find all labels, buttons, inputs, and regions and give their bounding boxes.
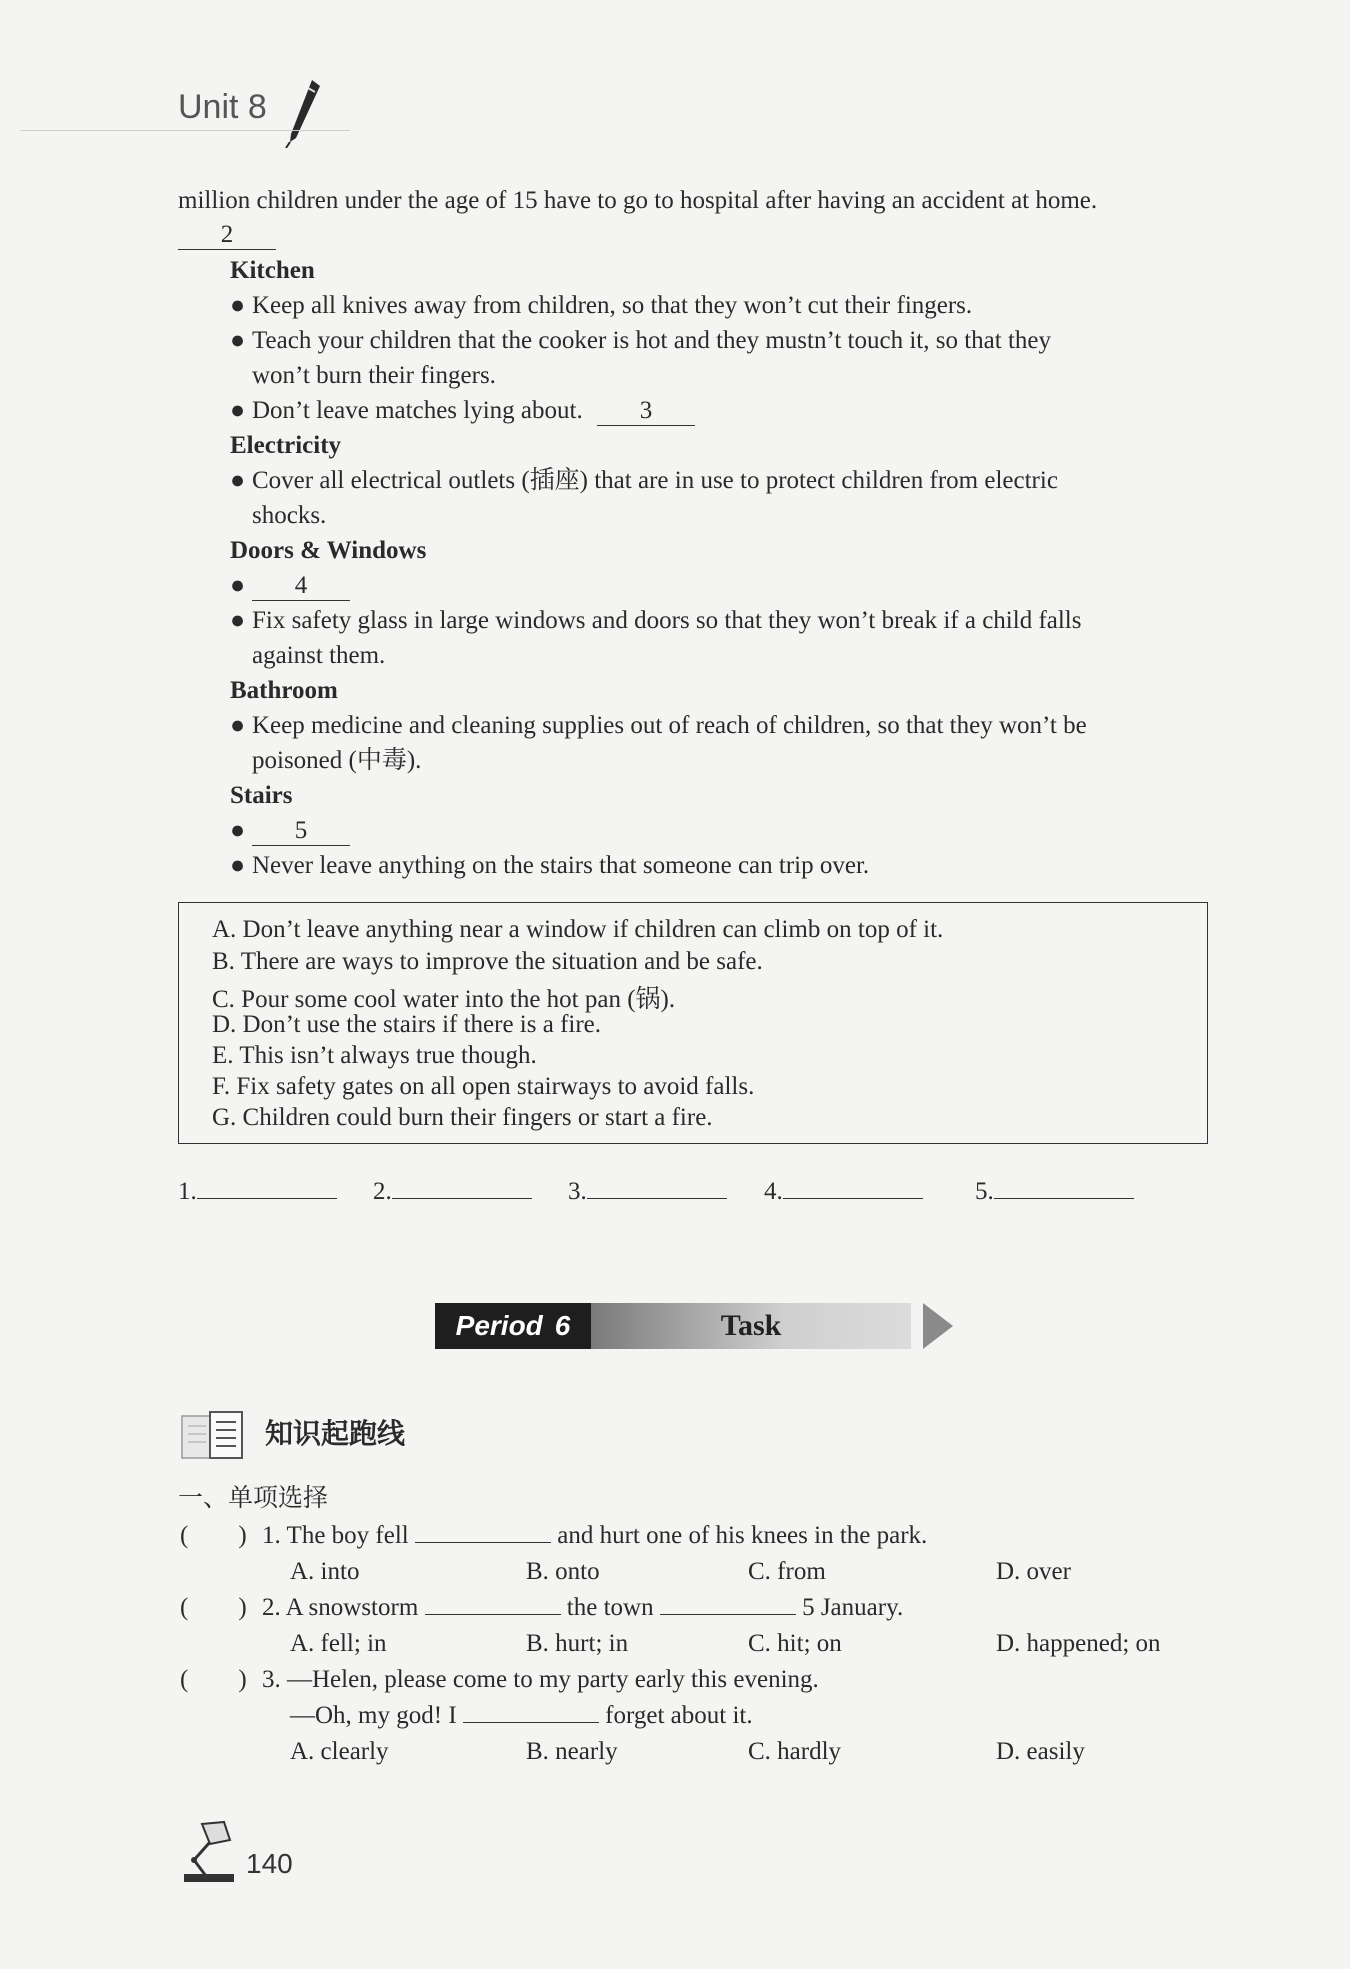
option-d: D. Don’t use the stairs if there is a fire. bbox=[212, 1011, 602, 1038]
heading-electricity: Electricity bbox=[230, 432, 342, 459]
option-c: C. Pour some cool water into the hot pan (锅). bbox=[212, 986, 676, 1013]
arrow-right-icon bbox=[923, 1303, 953, 1349]
option-a: A. Don’t leave anything near a window if children can climb on top of it. bbox=[212, 916, 944, 943]
bullet-icon: ● bbox=[230, 572, 246, 599]
q1-stem-b: and hurt one of his knees in the park. bbox=[557, 1522, 928, 1549]
stairs-bullet-1 bbox=[230, 814, 350, 848]
q3-choice-a[interactable]: A. clearly bbox=[290, 1738, 389, 1765]
bullet-text: Don’t leave matches lying about. bbox=[252, 397, 583, 424]
answer-5 bbox=[975, 1174, 1134, 1206]
option-g: G. Children could burn their fingers or start a fire. bbox=[212, 1104, 713, 1131]
page-number: 140 bbox=[246, 1848, 293, 1879]
part-title: 一、单项选择 bbox=[178, 1483, 329, 1512]
bullet-icon: ● bbox=[230, 817, 246, 844]
blank-2-line bbox=[178, 218, 276, 252]
answer-blank[interactable] bbox=[783, 1174, 923, 1199]
bullet-text: Never leave anything on the stairs that someone can trip over. bbox=[252, 852, 870, 879]
q3-stem-c: forget about it. bbox=[605, 1702, 753, 1729]
blank-2[interactable]: 2 bbox=[178, 221, 276, 250]
kitchen-bullet-1 bbox=[230, 289, 972, 323]
q2-stem-b: the town bbox=[566, 1594, 654, 1621]
paren-close: ) bbox=[238, 1666, 247, 1693]
answer-1 bbox=[178, 1174, 337, 1206]
blank-4[interactable]: 4 bbox=[252, 572, 350, 601]
blank-5[interactable]: 5 bbox=[252, 817, 350, 846]
q2-stem-c: 5 January. bbox=[802, 1594, 904, 1621]
answer-label: 3. bbox=[568, 1178, 587, 1205]
q1-answer-paren[interactable] bbox=[180, 1522, 247, 1550]
q1-blank[interactable] bbox=[415, 1542, 551, 1543]
answer-3 bbox=[568, 1174, 727, 1206]
pen-icon bbox=[282, 78, 322, 148]
option-b: B. There are ways to improve the situation and be safe. bbox=[212, 948, 763, 975]
answer-label: 5. bbox=[975, 1178, 994, 1205]
paren-open: ( bbox=[180, 1522, 189, 1549]
answer-label: 2. bbox=[373, 1178, 392, 1205]
bullet-icon: ● bbox=[230, 467, 246, 494]
bullet-text: Keep medicine and cleaning supplies out of reach of children, so that they won’t be bbox=[252, 712, 1087, 739]
bullet-text: Cover all electrical outlets (插座) that are in use to protect children from electric bbox=[252, 467, 1058, 494]
bullet-text: Keep all knives away from children, so that they won’t cut their fingers. bbox=[252, 292, 973, 319]
bullet-icon: ● bbox=[230, 712, 246, 739]
q2-blank-2[interactable] bbox=[660, 1614, 796, 1615]
desk-lamp-icon bbox=[180, 1820, 240, 1884]
q3-answer-paren[interactable] bbox=[180, 1666, 247, 1694]
q2-stem-a: 2. A snowstorm bbox=[262, 1594, 419, 1621]
header-rule bbox=[20, 130, 350, 131]
answer-label: 1. bbox=[178, 1178, 197, 1205]
q2-blank-1[interactable] bbox=[425, 1614, 561, 1615]
doors-bullet-1 bbox=[230, 569, 350, 603]
option-e: E. This isn’t always true though. bbox=[212, 1042, 537, 1069]
section-title: 知识起跑线 bbox=[265, 1417, 406, 1450]
electricity-bullet-1-cont: shocks. bbox=[252, 502, 327, 529]
q2-choice-b[interactable]: B. hurt; in bbox=[526, 1630, 629, 1657]
q3-blank[interactable] bbox=[463, 1722, 599, 1723]
kitchen-bullet-2-cont: won’t burn their fingers. bbox=[252, 362, 496, 389]
option-f: F. Fix safety gates on all open stairways to avoid falls. bbox=[212, 1073, 755, 1100]
doors-bullet-2-cont: against them. bbox=[252, 642, 386, 669]
period-label-block bbox=[435, 1303, 591, 1349]
bullet-icon: ● bbox=[230, 292, 246, 319]
bullet-icon: ● bbox=[230, 607, 246, 634]
unit-title: Unit 8 bbox=[178, 88, 267, 126]
q3-stem-line-2 bbox=[290, 1702, 753, 1730]
answer-blank[interactable] bbox=[587, 1174, 727, 1199]
paren-close: ) bbox=[238, 1522, 247, 1549]
period-label: Period bbox=[455, 1310, 543, 1341]
heading-bathroom: Bathroom bbox=[230, 677, 338, 704]
q1-choice-c[interactable]: C. from bbox=[748, 1558, 826, 1585]
stairs-bullet-2 bbox=[230, 849, 869, 883]
q3-stem-b: —Oh, my god! I bbox=[290, 1702, 457, 1729]
q3-choice-d[interactable]: D. easily bbox=[996, 1738, 1085, 1765]
q2-choice-c[interactable]: C. hit; on bbox=[748, 1630, 842, 1657]
blank-3[interactable]: 3 bbox=[597, 397, 695, 426]
heading-doors-windows: Doors & Windows bbox=[230, 537, 427, 564]
q1-choice-d[interactable]: D. over bbox=[996, 1558, 1071, 1585]
kitchen-bullet-3 bbox=[230, 394, 695, 428]
paren-open: ( bbox=[180, 1594, 189, 1621]
q1-stem-a: 1. The boy fell bbox=[262, 1522, 409, 1549]
q2-stem bbox=[262, 1594, 903, 1622]
q3-choice-c[interactable]: C. hardly bbox=[748, 1738, 842, 1765]
q1-choice-b[interactable]: B. onto bbox=[526, 1558, 600, 1585]
period-banner bbox=[435, 1303, 955, 1353]
answer-2 bbox=[373, 1174, 532, 1206]
bathroom-bullet-1 bbox=[230, 709, 1087, 743]
q3-stem-line-1: 3. —Helen, please come to my party early this evening. bbox=[262, 1666, 819, 1693]
electricity-bullet-1 bbox=[230, 464, 1058, 498]
heading-stairs: Stairs bbox=[230, 782, 293, 809]
bullet-icon: ● bbox=[230, 397, 246, 424]
answer-blank[interactable] bbox=[994, 1174, 1134, 1199]
period-title: Task bbox=[591, 1303, 911, 1349]
bullet-text: Teach your children that the cooker is hot and they mustn’t touch it, so that they bbox=[252, 327, 1051, 354]
answer-label: 4. bbox=[764, 1178, 783, 1205]
passage-intro-line: million children under the age of 15 have to go to hospital after having an accident at home. bbox=[178, 187, 1098, 214]
q3-choice-b[interactable]: B. nearly bbox=[526, 1738, 618, 1765]
q2-choice-d[interactable]: D. happened; on bbox=[996, 1630, 1161, 1657]
bullet-icon: ● bbox=[230, 327, 246, 354]
doors-bullet-2 bbox=[230, 604, 1081, 638]
book-icon bbox=[180, 1410, 246, 1462]
q1-choice-a[interactable]: A. into bbox=[290, 1558, 360, 1585]
heading-kitchen: Kitchen bbox=[230, 257, 315, 284]
period-number: 6 bbox=[554, 1310, 571, 1341]
paren-close: ) bbox=[238, 1594, 247, 1621]
answer-4 bbox=[764, 1174, 923, 1206]
q2-choice-a[interactable]: A. fell; in bbox=[290, 1630, 387, 1657]
q1-stem bbox=[262, 1522, 927, 1550]
q2-answer-paren[interactable] bbox=[180, 1594, 247, 1622]
paren-open: ( bbox=[180, 1666, 189, 1693]
bullet-text: Fix safety glass in large windows and doors so that they won’t break if a child falls bbox=[252, 607, 1082, 634]
answer-blank[interactable] bbox=[392, 1174, 532, 1199]
kitchen-bullet-2 bbox=[230, 324, 1051, 358]
bathroom-bullet-1-cont: poisoned (中毒). bbox=[252, 747, 422, 774]
answer-blank[interactable] bbox=[197, 1174, 337, 1199]
bullet-icon: ● bbox=[230, 852, 246, 879]
